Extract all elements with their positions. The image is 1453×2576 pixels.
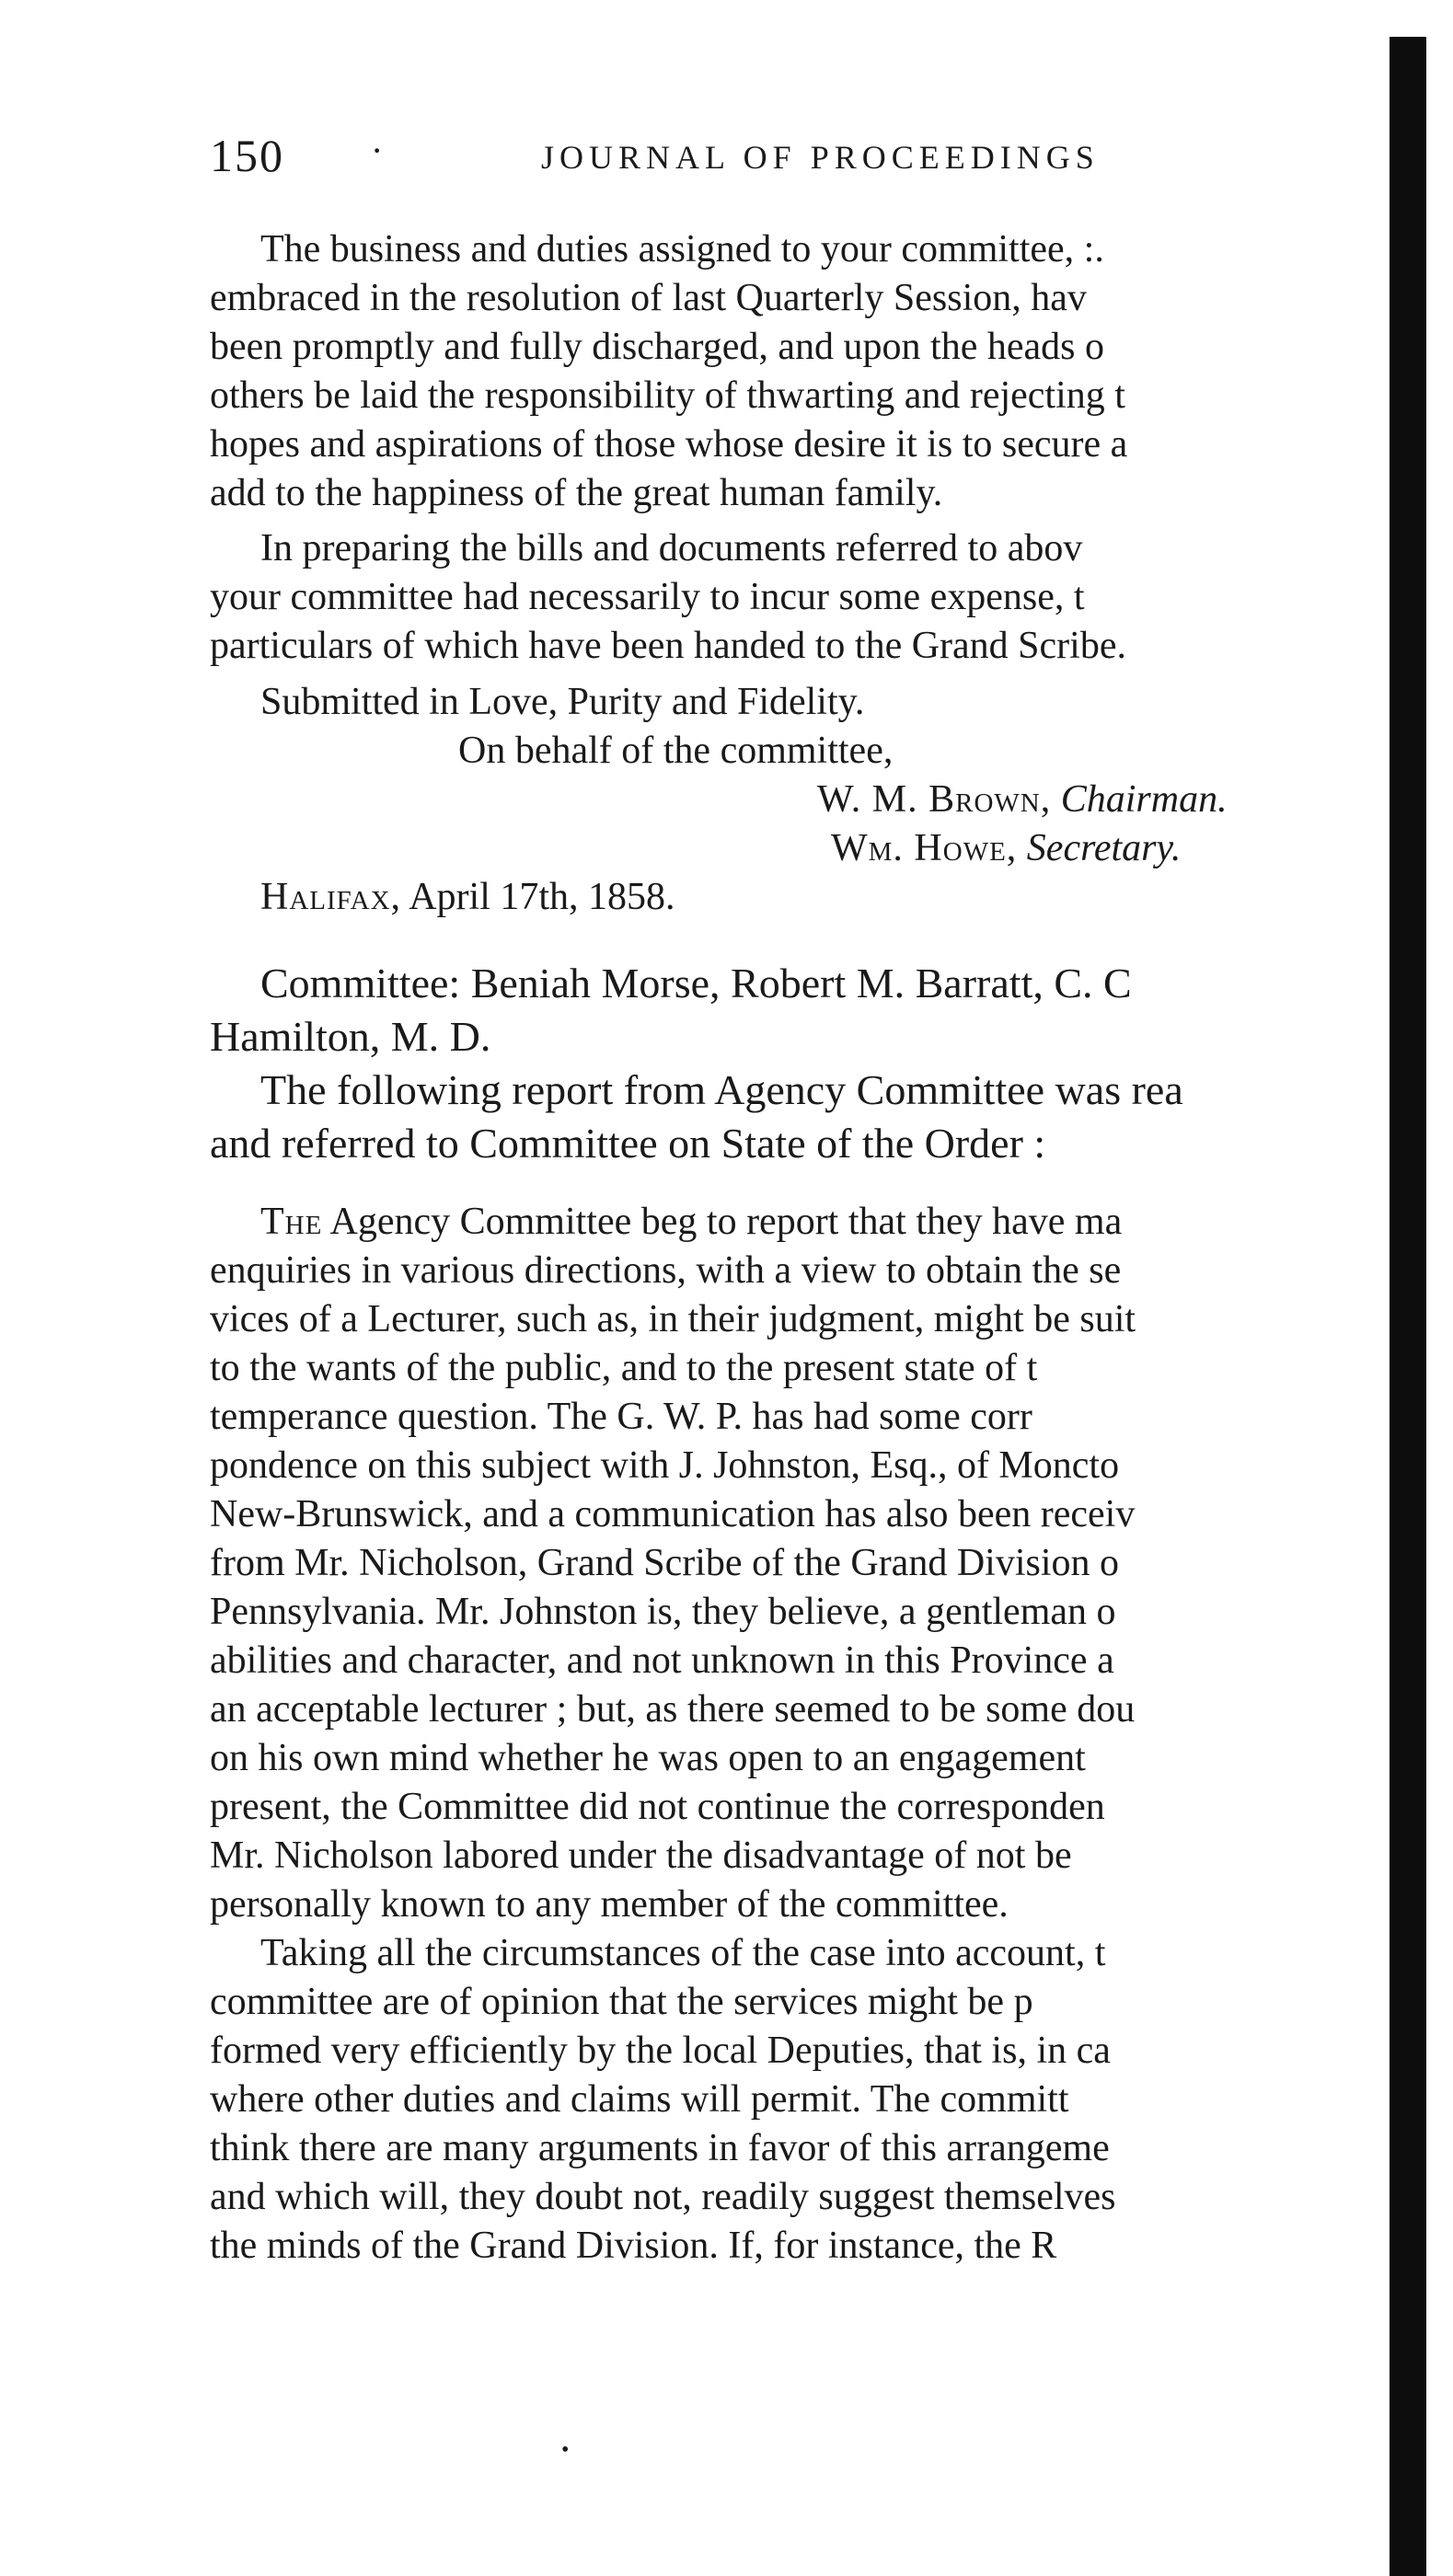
- text-line: In preparing the bills and documents referred to abov: [260, 527, 1083, 569]
- text-line: others be laid the responsibility of thwarting and rejecting t: [210, 374, 1125, 417]
- text-line: temperance question. The G. W. P. has had some corr: [210, 1396, 1032, 1438]
- text-line: on his own mind whether he was open to an engagement: [210, 1737, 1086, 1779]
- text-line: committee are of opinion that the services might be p: [210, 1981, 1033, 2023]
- page-number: 150: [210, 130, 284, 181]
- first-line-rest: Agency Committee beg to report that they have ma: [329, 1201, 1123, 1243]
- text-line: Committee: Beniah Morse, Robert M. Barratt, C. C: [260, 960, 1132, 1006]
- date: April 17th, 1858.: [409, 876, 675, 918]
- signer-title: Chairman.: [1060, 778, 1228, 821]
- signature-block: [210, 678, 1397, 922]
- committee-and-referral: [210, 957, 1397, 1170]
- running-head: [210, 129, 1406, 184]
- text-line: pondence on this subject with J. Johnston, Esq., of Moncto: [210, 1444, 1120, 1487]
- place: Halifax,: [260, 876, 402, 918]
- text-line: The following report from Agency Committee was rea: [260, 1066, 1183, 1113]
- text-line: add to the happiness of the great human family.: [210, 472, 943, 514]
- text-line: The business and duties assigned to your committee, :.: [260, 228, 1104, 270]
- paragraph-expenses: [210, 524, 1397, 671]
- text-line: to the wants of the public, and to the present state of t: [210, 1347, 1038, 1389]
- text-line: embraced in the resolution of last Quarterly Session, hav: [210, 277, 1087, 319]
- text-line: an acceptable lecturer ; but, as there seemed to be some dou: [210, 1688, 1136, 1731]
- text-line: the minds of the Grand Division. If, for instance, the R: [210, 2225, 1057, 2267]
- signer-name: W. M. Brown,: [817, 778, 1052, 821]
- text-line: Mr. Nicholson labored under the disadvantage of not be: [210, 1834, 1072, 1877]
- text-line: enquiries in various directions, with a view to obtain the se: [210, 1249, 1122, 1292]
- text-line: New-Brunswick, and a communication has also been receiv: [210, 1493, 1136, 1535]
- text-line: vices of a Lecturer, such as, in their judgment, might be suit: [210, 1298, 1136, 1340]
- text-line: particulars of which have been handed to the Grand Scribe.: [210, 625, 1126, 667]
- paragraph-committee-duties: [210, 225, 1397, 518]
- text-line: Hamilton, M. D.: [210, 1013, 491, 1060]
- text-line: formed very efficiently by the local Deputies, that is, in ca: [210, 2030, 1111, 2072]
- text-line: [210, 1198, 1397, 1247]
- print-dot: •: [561, 2438, 570, 2462]
- text-line: hopes and aspirations of those whose desire it is to secure a: [210, 423, 1128, 466]
- text-line: think there are many arguments in favor of this arrangeme: [210, 2127, 1110, 2169]
- submitted-line: Submitted in Love, Purity and Fidelity.: [260, 681, 865, 723]
- signer-secretary: [210, 824, 1397, 873]
- header-separator: ·: [371, 130, 384, 171]
- text-line: where other duties and claims will permit. The committ: [210, 2078, 1069, 2121]
- running-title: JOURNAL OF PROCEEDINGS: [541, 139, 1100, 176]
- signer-chairman: [210, 776, 1397, 824]
- text-line: and which will, they doubt not, readily suggest themselves: [210, 2176, 1116, 2218]
- signer-title: Secretary.: [1026, 827, 1182, 869]
- text-line: been promptly and fully discharged, and upon the heads o: [210, 326, 1104, 368]
- text-line: and referred to Committee on State of the Order :: [210, 1120, 1046, 1167]
- text-line: Taking all the circumstances of the case into account, t: [260, 1932, 1106, 1974]
- text-line: abilities and character, and not unknown in this Province a: [210, 1639, 1114, 1682]
- lead-word: The: [260, 1201, 323, 1243]
- signer-name: Wm. Howe,: [831, 827, 1018, 869]
- text-line: personally known to any member of the committee.: [210, 1883, 1009, 1926]
- agency-committee-report: [210, 1198, 1397, 2271]
- on-behalf-line: On behalf of the committee,: [458, 730, 894, 772]
- text-line: Pennsylvania. Mr. Johnston is, they believe, a gentleman o: [210, 1591, 1116, 1633]
- place-date-line: [210, 873, 1397, 922]
- text-line: from Mr. Nicholson, Grand Scribe of the Grand Division o: [210, 1542, 1120, 1584]
- text-line: present, the Committee did not continue the corresponden: [210, 1786, 1105, 1828]
- text-line: your committee had necessarily to incur some expense, t: [210, 576, 1085, 618]
